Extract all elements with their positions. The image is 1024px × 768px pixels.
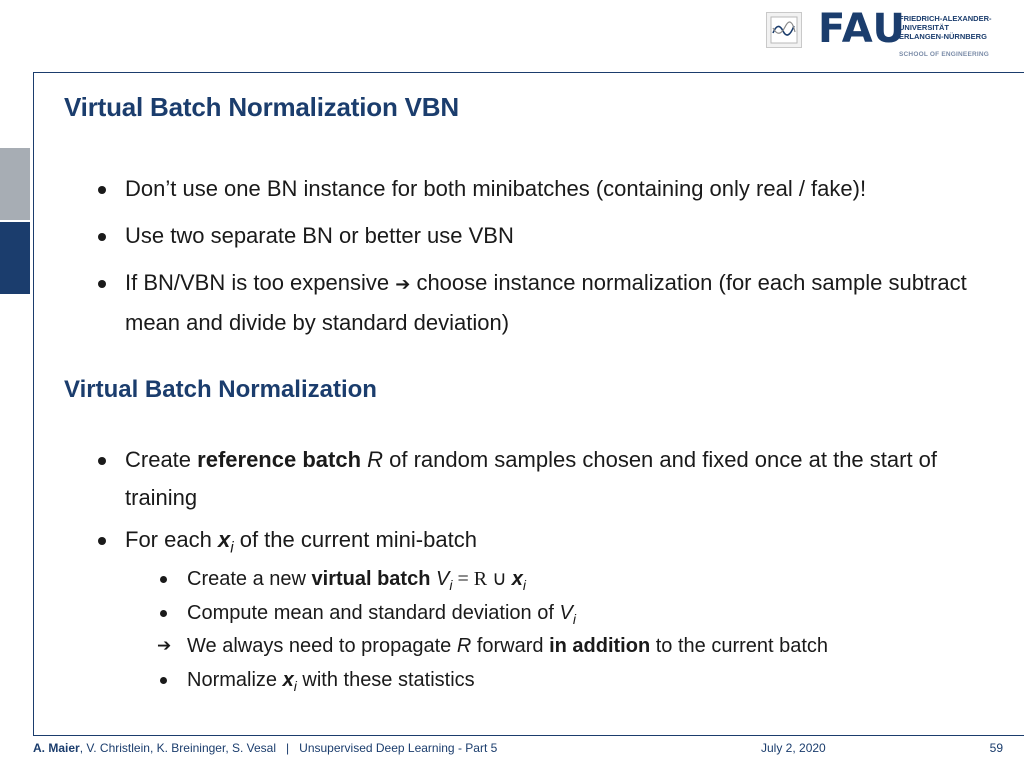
list-item: Don’t use one BN instance for both minibatches (containing only real / fake)! bbox=[95, 170, 1000, 208]
bullet-icon bbox=[98, 457, 106, 465]
bullet-icon bbox=[98, 537, 106, 545]
section-heading: Virtual Batch Normalization bbox=[64, 376, 377, 403]
bullet-icon bbox=[160, 677, 167, 684]
footer-course: Unsupervised Deep Learning - Part 5 bbox=[299, 741, 498, 755]
page-number: 59 bbox=[989, 741, 1003, 755]
footer-authors: A. Maier, V. Christlein, K. Breininger, S. Vesal | Unsupervised Deep Learning - Part 5 bbox=[33, 741, 498, 755]
bullet-icon bbox=[160, 610, 167, 617]
side-tab-blue bbox=[0, 222, 30, 294]
list-item: Compute mean and standard deviation of $V_i$ bbox=[157, 597, 997, 631]
footer-separator: | bbox=[286, 741, 290, 755]
bullet-icon bbox=[98, 233, 106, 241]
fau-wordmark: FAU bbox=[818, 6, 906, 52]
fau-logo bbox=[766, 6, 1006, 62]
vbn-bullet-list bbox=[95, 441, 1000, 559]
slide-footer bbox=[33, 741, 1003, 759]
footer-date: July 2, 2020 bbox=[761, 741, 826, 755]
bullet-icon bbox=[160, 576, 167, 583]
bullet-icon bbox=[98, 186, 106, 194]
side-tab-grey bbox=[0, 148, 30, 220]
pattern-recognition-lab-icon bbox=[766, 12, 802, 48]
list-item: Normalize $x_i$ with these statistics bbox=[157, 664, 997, 698]
list-item: If BN/VBN is too expensive ➔ choose instance normalization (for each sample subtract mean and divide by standard deviation) bbox=[95, 264, 1000, 342]
vbn-sub-list bbox=[157, 563, 997, 697]
right-arrow-icon: ➔ bbox=[395, 274, 411, 295]
list-item: Create reference batch R of random samples chosen and fixed once at the start of training bbox=[95, 441, 1000, 517]
main-bullet-list bbox=[95, 170, 1000, 342]
right-arrow-icon: ➔ bbox=[157, 636, 172, 656]
university-name: FRIEDRICH-ALEXANDER- UNIVERSITÄT ERLANGEN-NÜRNBERG bbox=[899, 14, 992, 41]
list-item: ➔ We always need to propagate R forward in addition to the current batch bbox=[157, 630, 997, 664]
list-item: Use two separate BN or better use VBN bbox=[95, 217, 1000, 255]
list-item: For each $x_i$ of the current mini-batch bbox=[95, 521, 1000, 559]
slide-title: Virtual Batch Normalization VBN bbox=[64, 92, 459, 122]
bullet-icon bbox=[98, 280, 106, 288]
list-item: Create a new virtual batch $V_i = R$ ∪ $x_i$ bbox=[157, 563, 997, 597]
school-name: SCHOOL OF ENGINEERING bbox=[899, 51, 990, 58]
